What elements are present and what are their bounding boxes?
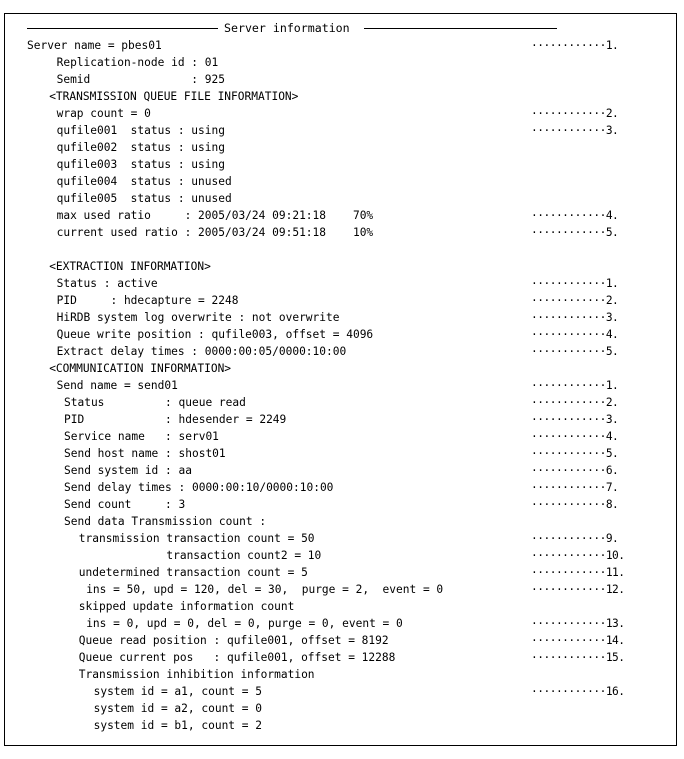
info-line	[5, 581, 665, 598]
info-line-text: <TRANSMISSION QUEUE FILE INFORMATION>	[49, 90, 299, 103]
item-number-marker: ············7.	[531, 481, 619, 494]
info-line	[5, 649, 665, 666]
item-number-marker: ············5.	[531, 447, 619, 460]
info-line-text: PID : hdecapture = 2248	[56, 294, 239, 307]
info-line-text: Semid : 925	[56, 73, 225, 86]
item-number-marker: ············2.	[531, 107, 619, 120]
info-line-text: system id = a2, count = 0	[93, 702, 262, 715]
info-line	[5, 360, 665, 377]
info-line	[5, 462, 665, 479]
panel-title: Server information	[224, 21, 350, 35]
info-line	[5, 547, 665, 564]
info-line-text: qufile005 status : unused	[56, 192, 232, 205]
info-line	[5, 54, 665, 71]
info-line	[5, 598, 665, 615]
info-line	[5, 615, 665, 632]
item-number-marker: ············3.	[531, 311, 619, 324]
info-line	[5, 564, 665, 581]
item-number-marker: ············1.	[531, 277, 619, 290]
info-line-text: Status : active	[56, 277, 158, 290]
info-line-text: Status : queue read	[64, 396, 246, 409]
info-line	[5, 71, 665, 88]
info-line-text: Replication-node id : 01	[56, 56, 219, 69]
info-line-text: ins = 0, upd = 0, del = 0, purge = 0, event = 0	[86, 617, 403, 630]
info-line	[5, 105, 665, 122]
info-line	[5, 445, 665, 462]
info-line	[5, 377, 665, 394]
info-line-text: Send delay times : 0000:00:10/0000:10:00	[64, 481, 334, 494]
info-line-text: Send data Transmission count :	[64, 515, 267, 528]
info-line-text: Queue write position : qufile003, offset = 4096	[56, 328, 374, 341]
info-line	[5, 292, 665, 309]
info-line-text: Extract delay times : 0000:00:05/0000:10:00	[56, 345, 347, 358]
item-number-marker: ············3.	[531, 124, 619, 137]
info-line-text: system id = a1, count = 5	[93, 685, 262, 698]
info-line-text: wrap count = 0	[56, 107, 151, 120]
server-information-panel	[4, 13, 677, 746]
info-line	[5, 632, 665, 649]
info-line-text: Send system id : aa	[64, 464, 192, 477]
header-rule-left	[27, 28, 218, 29]
info-line-text: Transmission inhibition information	[78, 668, 315, 681]
info-line-text: Queue current pos : qufile001, offset = 12288	[78, 651, 396, 664]
item-number-marker: ············10.	[531, 549, 625, 562]
info-line	[5, 156, 665, 173]
info-line-text: transmission transaction count = 50	[78, 532, 315, 545]
info-line-text: qufile004 status : unused	[56, 175, 232, 188]
info-line-text: undetermined transaction count = 5	[78, 566, 308, 579]
header-rule-right	[364, 28, 557, 29]
item-number-marker: ············1.	[531, 39, 619, 52]
info-line	[5, 666, 665, 683]
info-line-text: <COMMUNICATION INFORMATION>	[49, 362, 232, 375]
info-line	[5, 173, 665, 190]
item-number-marker: ············5.	[531, 345, 619, 358]
info-line	[5, 37, 665, 54]
info-line-text: ins = 50, upd = 120, del = 30, purge = 2, event = 0	[86, 583, 444, 596]
info-line	[5, 139, 665, 156]
item-number-marker: ············4.	[531, 328, 619, 341]
info-line	[5, 88, 665, 105]
info-line	[5, 343, 665, 360]
info-line-text: <EXTRACTION INFORMATION>	[49, 260, 211, 273]
item-number-marker: ············6.	[531, 464, 619, 477]
info-line	[5, 122, 665, 139]
info-line	[5, 394, 665, 411]
item-number-marker: ············5.	[531, 226, 619, 239]
info-line-text: qufile001 status : using	[56, 124, 225, 137]
info-line-text: Send name = send01	[56, 379, 178, 392]
info-line-text: Service name : serv01	[64, 430, 219, 443]
info-line-text: skipped update information count	[78, 600, 295, 613]
info-line-text: current used ratio : 2005/03/24 09:51:18 10%	[56, 226, 374, 239]
info-line-text: max used ratio : 2005/03/24 09:21:18 70%	[56, 209, 374, 222]
info-line	[5, 224, 665, 241]
item-number-marker: ············3.	[531, 413, 619, 426]
panel-header	[27, 20, 557, 37]
info-line	[5, 326, 665, 343]
info-line-text: Server name = pbes01	[27, 39, 162, 52]
info-line	[5, 309, 665, 326]
info-line	[5, 411, 665, 428]
info-line	[5, 717, 665, 734]
item-number-marker: ············14.	[531, 634, 625, 647]
info-line-text: Send host name : shost01	[64, 447, 226, 460]
info-line	[5, 700, 665, 717]
item-number-marker: ············2.	[531, 294, 619, 307]
info-line-text: Send count : 3	[64, 498, 186, 511]
info-line-text: Queue read position : qufile001, offset = 8192	[78, 634, 389, 647]
info-line-text: system id = b1, count = 2	[93, 719, 262, 732]
info-line-text: qufile003 status : using	[56, 158, 225, 171]
info-line	[5, 683, 665, 700]
info-line	[5, 479, 665, 496]
item-number-marker: ············4.	[531, 430, 619, 443]
info-line	[5, 241, 665, 258]
info-line	[5, 530, 665, 547]
item-number-marker: ············16.	[531, 685, 625, 698]
item-number-marker: ············13.	[531, 617, 625, 630]
item-number-marker: ············15.	[531, 651, 625, 664]
item-number-marker: ············2.	[531, 396, 619, 409]
info-line	[5, 496, 665, 513]
info-line-text: transaction count2 = 10	[78, 549, 322, 562]
item-number-marker: ············1.	[531, 379, 619, 392]
info-line-text: PID : hdesender = 2249	[64, 413, 287, 426]
info-line	[5, 275, 665, 292]
item-number-marker: ············11.	[531, 566, 625, 579]
info-line	[5, 428, 665, 445]
info-line	[5, 207, 665, 224]
item-number-marker: ············9.	[531, 532, 619, 545]
info-line-text: HiRDB system log overwrite : not overwrite	[56, 311, 340, 324]
info-line	[5, 513, 665, 530]
info-line	[5, 258, 665, 275]
info-line-text: qufile002 status : using	[56, 141, 225, 154]
info-line	[5, 190, 665, 207]
item-number-marker: ············8.	[531, 498, 619, 511]
item-number-marker: ············12.	[531, 583, 625, 596]
item-number-marker: ············4.	[531, 209, 619, 222]
